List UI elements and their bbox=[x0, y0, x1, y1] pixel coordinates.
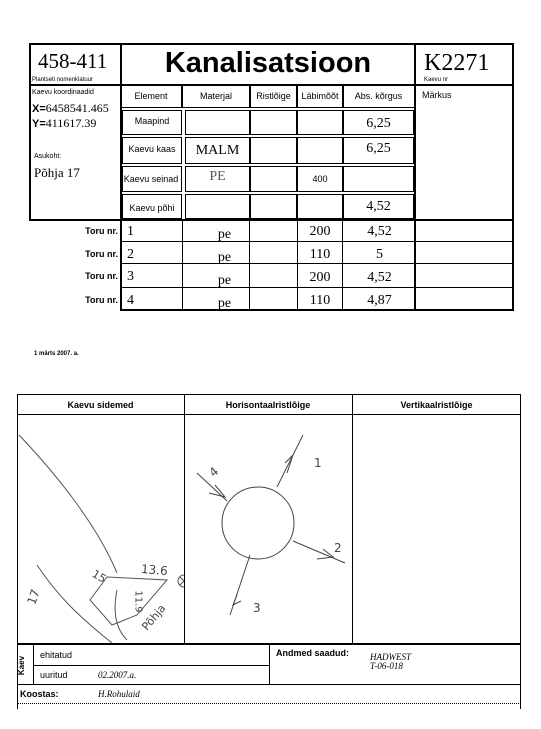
surveyed-value: 02.2007.a. bbox=[98, 670, 137, 680]
footer-side-label: Kaev bbox=[17, 655, 27, 676]
pipe-num-4-label: 4 bbox=[206, 464, 222, 480]
pipe-diameter: 200 bbox=[309, 270, 331, 285]
coord-y: Y=411617.39 bbox=[32, 116, 97, 130]
pipe-label: Toru nr. bbox=[85, 226, 118, 236]
author-label: Koostas: bbox=[20, 689, 59, 699]
pipe-number: 2 bbox=[127, 247, 134, 262]
row-element: Maapind bbox=[134, 116, 170, 126]
sketch-dim-3: 11.9 bbox=[132, 590, 144, 613]
location-label: Asukoht: bbox=[34, 153, 62, 160]
data-received-value-1: HADWEST bbox=[370, 652, 411, 662]
map-sheet-number: 458-411 bbox=[38, 49, 108, 73]
col-cross: Ristlõige bbox=[256, 91, 291, 101]
row-height: 6,25 bbox=[366, 116, 391, 131]
row-element: Kaevu kaas bbox=[128, 144, 176, 154]
author-value: H.Rohulaid bbox=[98, 689, 140, 699]
date-note: 1 märts 2007. a. bbox=[34, 351, 79, 357]
pipe-material: pe bbox=[217, 250, 232, 265]
surveyed-label: uuritud bbox=[40, 670, 68, 680]
col-note: Märkus bbox=[422, 90, 452, 100]
panel-title-sidemed: Kaevu sidemed bbox=[67, 400, 134, 410]
pipe-number: 4 bbox=[127, 293, 134, 308]
pipe-diameter: 200 bbox=[309, 224, 331, 239]
sketch-dim-2: 15 bbox=[89, 567, 109, 586]
pipe-number: 1 bbox=[127, 224, 134, 239]
pipe-label: Toru nr. bbox=[85, 249, 118, 259]
col-height: Abs. kõrgus bbox=[354, 91, 403, 101]
row-material: PE bbox=[209, 169, 226, 184]
pipe-material: pe bbox=[217, 296, 232, 311]
well-number: K2271 bbox=[424, 50, 490, 76]
row-height: 4,52 bbox=[366, 199, 391, 214]
row-material: MALM bbox=[195, 143, 240, 158]
coords-label: Kaevu koordinaadid bbox=[32, 89, 94, 96]
sketch-house: 17 bbox=[24, 587, 43, 607]
pipe-diameter: 110 bbox=[309, 247, 331, 262]
pipe-height: 4,52 bbox=[367, 224, 392, 239]
data-received-label: Andmed saadud: bbox=[276, 648, 350, 658]
pipe-num-2-label: 2 bbox=[334, 541, 342, 555]
pipe-label: Toru nr. bbox=[85, 271, 118, 281]
pipe-material: pe bbox=[217, 227, 232, 242]
pipe-label: Toru nr. bbox=[85, 295, 118, 305]
row-height: 6,25 bbox=[366, 141, 391, 156]
well-number-label: Kaevu nr bbox=[424, 77, 449, 83]
panel-title-vertical: Vertikaalristlõige bbox=[400, 400, 473, 410]
row-element: Kaevu põhi bbox=[129, 203, 175, 213]
row-diameter: 400 bbox=[312, 174, 328, 184]
sketch-dim-1: 13.6 bbox=[140, 561, 169, 579]
sketch-street: Põhja bbox=[139, 601, 169, 634]
data-received-value-2: T-06-018 bbox=[370, 661, 403, 671]
col-material: Materjal bbox=[199, 91, 232, 101]
pipe-num-1-label: 1 bbox=[314, 456, 322, 470]
map-sheet-label: Plantseti nomenklatuur bbox=[32, 77, 94, 83]
pipe-diameter: 110 bbox=[309, 293, 331, 308]
pipe-num-3-label: 3 bbox=[253, 601, 261, 615]
pipe-height: 4,52 bbox=[367, 270, 392, 285]
horizontal-section-sketch bbox=[185, 415, 352, 644]
panel-title-horizontal: Horisontaalristlõige bbox=[225, 400, 311, 410]
page-title: Kanalisatsioon bbox=[164, 47, 372, 79]
row-element: Kaevu seinad bbox=[123, 174, 179, 184]
pipe-height: 5 bbox=[376, 247, 383, 262]
pipe-height: 4,87 bbox=[367, 293, 392, 308]
built-label: ehitatud bbox=[40, 650, 73, 660]
location-value: Põhja 17 bbox=[34, 165, 80, 180]
pipe-material: pe bbox=[217, 273, 232, 288]
pipe-number: 3 bbox=[127, 269, 134, 284]
col-element: Element bbox=[134, 91, 168, 101]
coord-x: X=6458541.465 bbox=[32, 101, 109, 115]
col-diameter: Läbimõõt bbox=[301, 91, 339, 101]
